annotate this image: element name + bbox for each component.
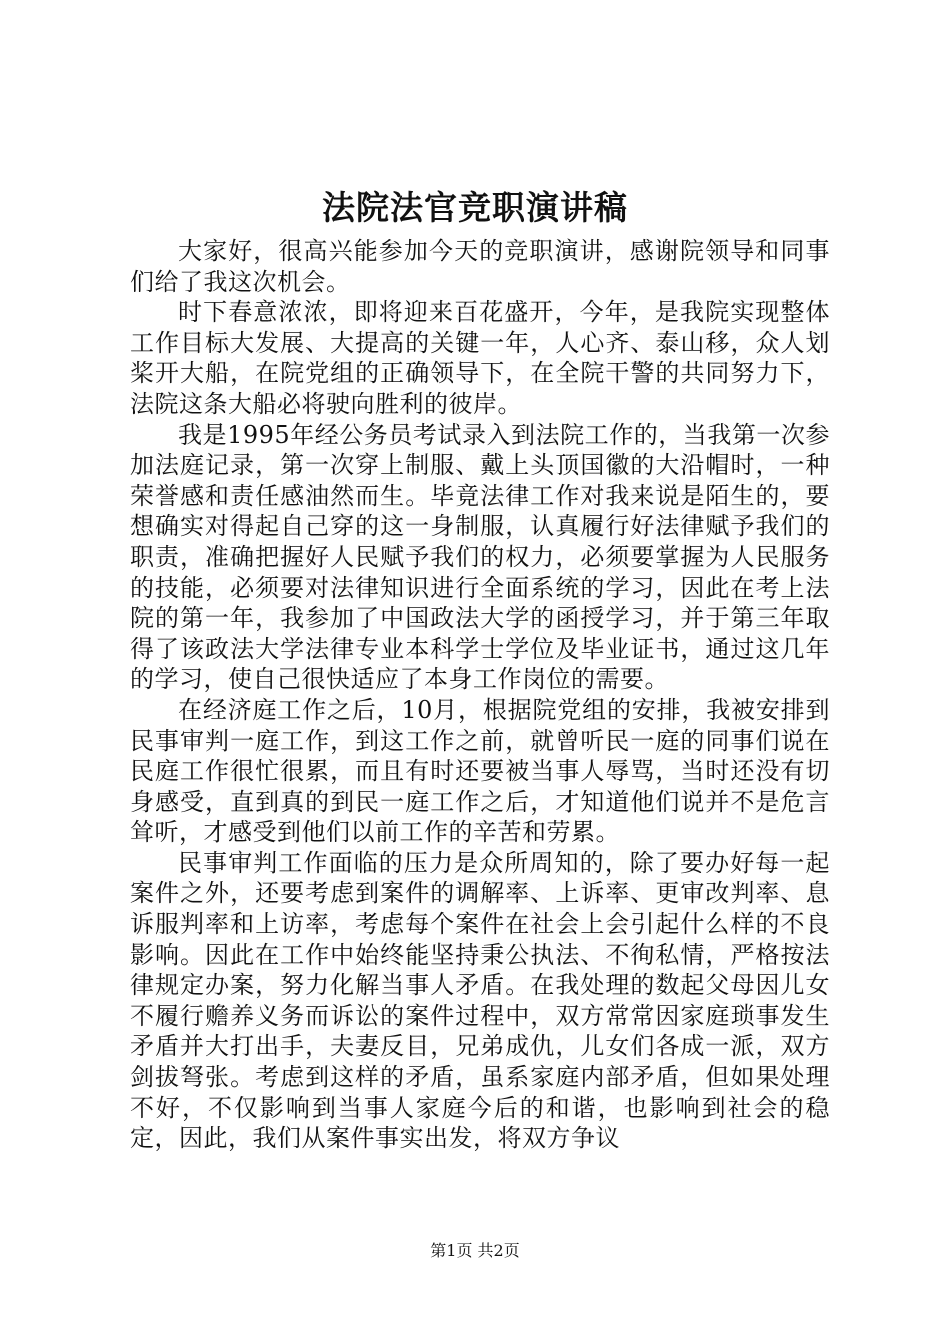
paragraph-civil-court: 在经济庭工作之后，10月，根据院党组的安排，我被安排到民事审判一庭工作，到这工作之前，就曾听民一庭的同事们说在民庭工作很忙很累，而且有时还要被当事人辱骂，当时还没有切身感受，直到真的到民一庭工作之后，才知道他们说并不是危言耸听，才感受到他们以前工作的辛苦和劳累。 [130, 695, 830, 847]
paragraph-spring: 时下春意浓浓，即将迎来百花盛开，今年，是我院实现整体工作目标大发展、大提高的关键一年，人心齐、泰山移，众人划桨开大船，在院党组的正确领导下，在全院干警的共同努力下，法院这条大船必将驶向胜利的彼岸。 [130, 298, 830, 418]
paragraph-greeting: 大家好，很高兴能参加今天的竞职演讲，感谢院领导和同事们给了我这次机会。 [130, 237, 830, 296]
paragraph-career-start: 我是1995年经公务员考试录入到法院工作的，当我第一次参加法庭记录，第一次穿上制服、戴上头顶国徽的大沿帽时，一种荣誉感和责任感油然而生。毕竟法律工作对我来说是陌生的，要想确实对得起自己穿的这一身制服，认真履行好法律赋予我们的职责，准确把握好人民赋予我们的权力，必须要掌握为人民服务的技能，必须要对法律知识进行全面系统的学习，因此在考上法院的第一年，我参加了中国政法大学的函授学习，并于第三年取得了该政法大学法律专业本科学士学位及毕业证书，通过这几年的学习，使自己很快适应了本身工作岗位的需要。 [130, 420, 830, 694]
paragraph-civil-trial-pressure: 民事审判工作面临的压力是众所周知的，除了要办好每一起案件之外，还要考虑到案件的调解率、上诉率、更审改判率、息诉服判率和上访率，考虑每个案件在社会上会引起什么样的不良影响。因此在工作中始终能坚持秉公执法、不徇私情，严格按法律规定办案，努力化解当事人矛盾。在我处理的数起父母因儿女不履行赡养义务而诉讼的案件过程中，双方常常因家庭琐事发生矛盾并大打出手，夫妻反目，兄弟成仇，儿女们各成一派，双方剑拔弩张。考虑到这样的矛盾，虽系家庭内部矛盾，但如果处理不好，不仅影响到当事人家庭今后的和谐，也影响到社会的稳定，因此，我们从案件事实出发，将双方争议 [130, 848, 830, 1153]
document-title: 法院法官竞职演讲稿 [322, 188, 628, 227]
page-number-footer: 第1页 共2页 [430, 1241, 520, 1260]
document-body [130, 236, 830, 1154]
